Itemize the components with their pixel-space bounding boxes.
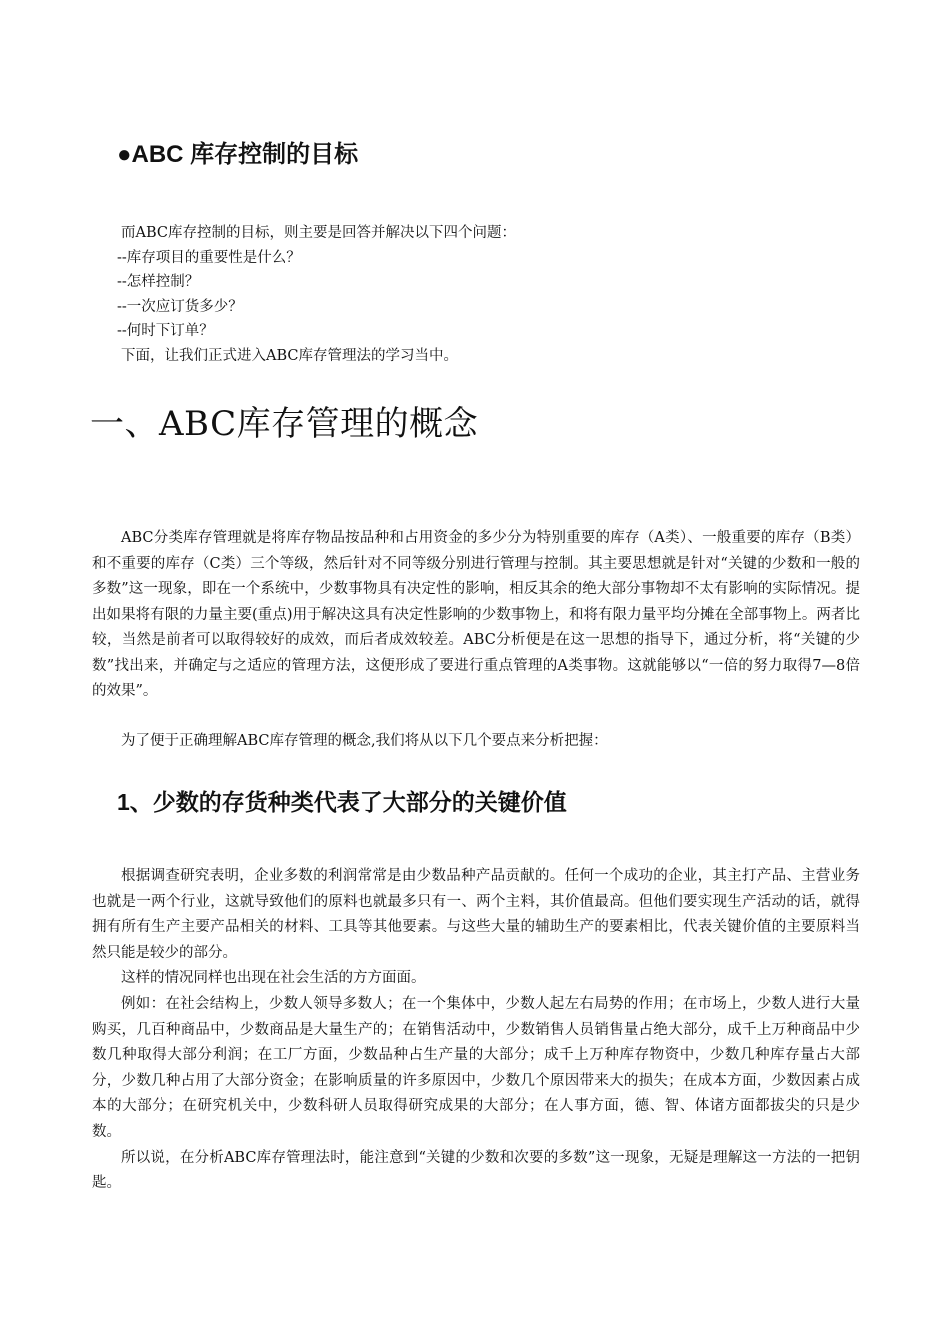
point-1-paragraph-1: 根据调查研究表明，企业多数的利润常常是由少数品种产品贡献的。任何一个成功的企业，其主打产品、主营业务也就是一两个行业，这就导致他们的原料也就最多只有一、两个主料，其价值最高。但他们要实现生产活动的话，就得拥有所有生产主要产品相关的材料、工具等其他要素。与这些大量的辅助生产的要素相比，代表关键价值的主要原料当然只能是较少的部分。: [92, 868, 860, 961]
chapter-paragraph-1: [92, 526, 860, 705]
point-1-paragraph-2: 这样的情况同样也出现在社会生活的方方面面。: [121, 970, 426, 987]
section-heading-goal: ●ABC 库存控制的目标: [117, 141, 359, 168]
point-1-heading: 1、少数的存货种类代表了大部分的关键价值: [117, 789, 567, 815]
chapter-paragraph-1-text: ABC分类库存管理就是将库存物品按品种和占用资金的多少分为特别重要的库存（A类）、一般重要的库存（B类）和不重要的库存（C类）三个等级，然后针对不同等级分别进行管理与控制。其主要思想就是针对“关键的少数和一般的多数”这一现象，即在一个系统中，少数事物具有决定性的影响，相反其余的绝大部分事物却不太有影响的实际情况。提出如果将有限的力量主要(重点)用于解决这具有决定性影响的少数事物上，和将有限力量平均分摊在全部事物上。两者比较，当然是前者可以取得较好的成效，而后者成效较差。ABC分析便是在这一思想的指导下，通过分析，将“关键的少数”找出来，并确定与之适应的管理方法，这便形成了要进行重点管理的A类事物。这就能够以“一倍的努力取得7—8倍的效果”。: [92, 530, 860, 699]
goal-intro-block: [92, 221, 862, 368]
goal-question-2: --怎样控制？: [117, 274, 200, 290]
chapter-paragraph-2-text: 为了便于正确理解ABC库存管理的概念,我们将从以下几个要点来分析把握：: [121, 733, 608, 749]
goal-question-4: --何时下订单？: [117, 323, 214, 339]
point-1-paragraph-3: 例如：在社会结构上，少数人领导多数人；在一个集体中，少数人起左右局势的作用；在市场上，少数人进行大量购买，几百种商品中，少数商品是大量生产的；在销售活动中，少数销售人员销售量占绝大部分，成千上万种商品中少数几种取得大部分利润；在工厂方面，少数品种占生产量的大部分；成千上万种库存物资中，少数几种库存量占大部分，少数几种占用了大部分资金；在影响质量的许多原因中，少数几个原因带来大的损失；在成本方面，少数因素占成本的大部分；在研究机关中，少数科研人员取得研究成果的大部分；在人事方面，德、智、体诸方面都拔尖的只是少数。: [92, 995, 860, 1140]
point-1-paragraph-4: 所以说，在分析ABC库存管理法时，能注意到“关键的少数和次要的多数”这一现象，无疑是理解这一方法的一把钥匙。: [92, 1149, 860, 1192]
point-1-body: [92, 864, 860, 1197]
chapter-paragraph-2: [92, 729, 860, 755]
chapter-title: 一、ABC库存管理的概念: [90, 404, 479, 444]
goal-question-1: --库存项目的重要性是什么？: [117, 249, 301, 266]
goal-transition-text: 下面，让我们正式进入ABC库存管理法的学习当中。: [121, 347, 458, 364]
goal-question-3: --一次应订货多少？: [117, 298, 243, 315]
goal-intro-text: 而ABC库存控制的目标，则主要是回答并解决以下四个问题：: [121, 225, 516, 241]
